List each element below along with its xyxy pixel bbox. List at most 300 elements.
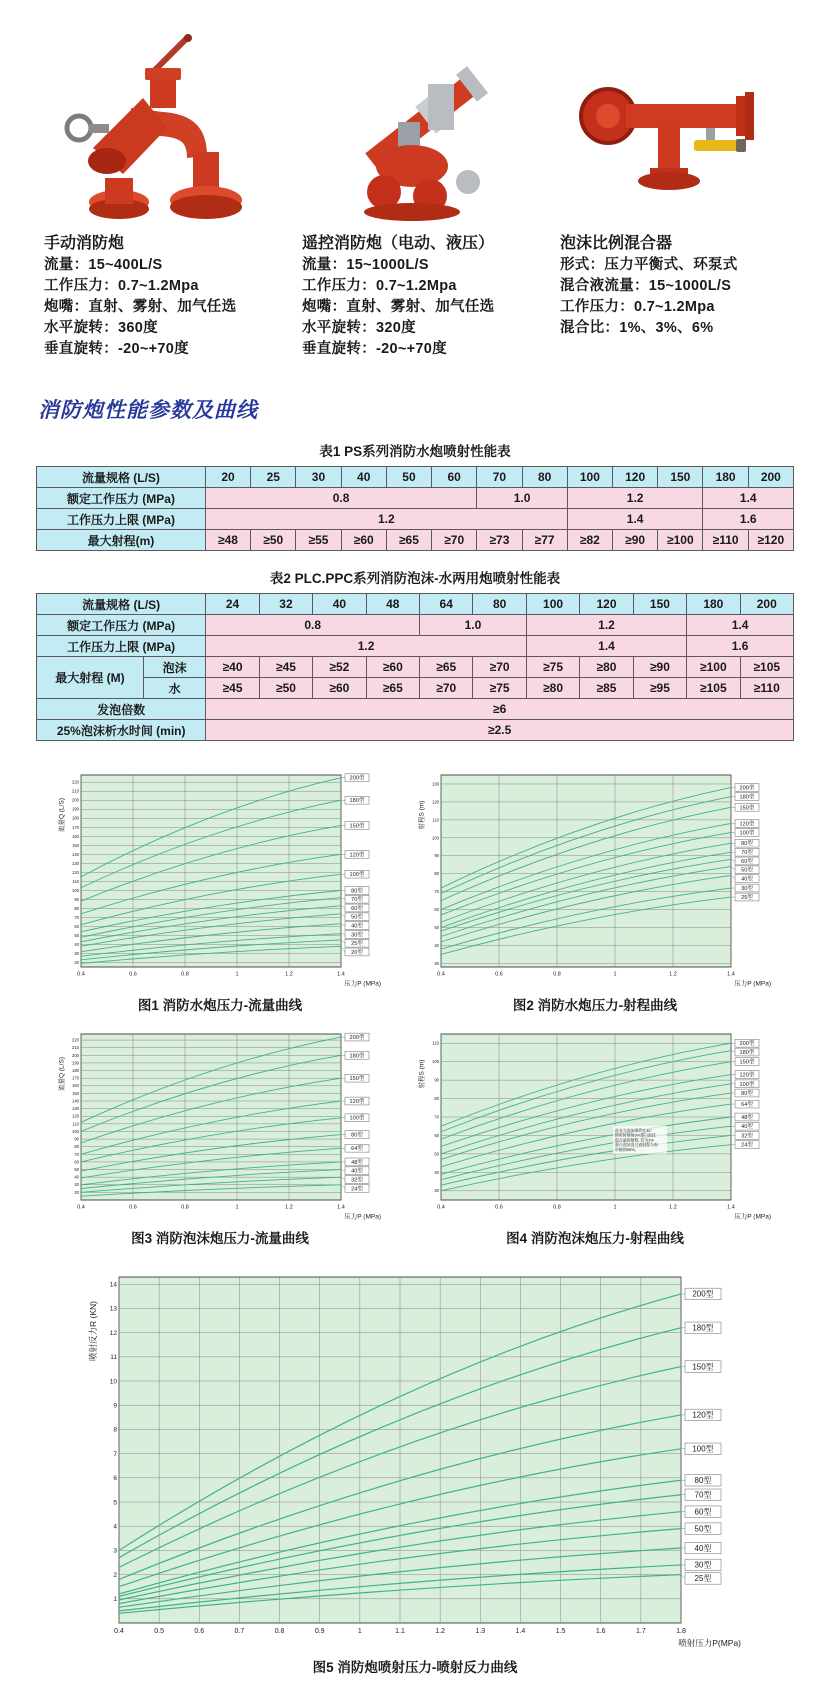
product-specs	[302, 255, 536, 360]
svg-text:100: 100	[432, 1059, 439, 1065]
svg-text:6: 6	[113, 1475, 117, 1483]
table-cell: 25	[251, 467, 296, 488]
svg-text:30: 30	[74, 950, 79, 956]
svg-text:1.2: 1.2	[285, 1204, 293, 1211]
svg-text:180型: 180型	[739, 1049, 755, 1056]
table-cell: ≥105	[740, 657, 793, 678]
svg-text:50型: 50型	[351, 914, 363, 921]
table-cell: ≥90	[633, 657, 686, 678]
svg-text:中值的88%。: 中值的88%。	[615, 1146, 639, 1152]
svg-text:48型: 48型	[351, 1159, 363, 1166]
svg-text:150型: 150型	[739, 1059, 755, 1066]
svg-text:13: 13	[109, 1305, 117, 1313]
figure-2	[415, 767, 775, 1014]
svg-text:混合液的射程, 若为3%: 混合液的射程, 若为3%	[615, 1137, 654, 1143]
product-spec-line: 水平旋转：360度	[44, 320, 158, 336]
table-cell: 150	[633, 594, 686, 615]
svg-text:150: 150	[72, 842, 79, 848]
table-cell: ≥50	[259, 678, 312, 699]
svg-text:喷射压力P(MPa): 喷射压力P(MPa)	[678, 1638, 741, 1648]
svg-text:1.2: 1.2	[669, 971, 677, 978]
table-cell: ≥2.5	[206, 720, 794, 741]
svg-text:50: 50	[74, 1167, 79, 1173]
svg-text:100型: 100型	[349, 872, 365, 879]
table-cell: ≥105	[687, 678, 740, 699]
row-label-max-range: 最大射程(m)	[37, 530, 206, 551]
svg-text:60: 60	[434, 1132, 439, 1138]
svg-text:150: 150	[72, 1090, 79, 1096]
table1-title: 表1 PS系列消防水炮喷射性能表	[319, 444, 511, 459]
svg-text:10: 10	[109, 1378, 117, 1386]
svg-text:40型: 40型	[741, 876, 753, 883]
table-cell: ≥60	[341, 530, 386, 551]
table-cell: 100	[526, 594, 579, 615]
table-cell: 180	[687, 594, 740, 615]
svg-text:90: 90	[74, 896, 79, 902]
svg-text:60: 60	[74, 1159, 79, 1165]
svg-text:70: 70	[434, 1114, 439, 1120]
table-cell: ≥95	[633, 678, 686, 699]
table-cell: 48	[366, 594, 419, 615]
pressure-flow-foam-chart	[55, 1026, 385, 1224]
table-cell: 24	[206, 594, 259, 615]
charts-row-2	[36, 1026, 794, 1247]
table-cell: 1.2	[206, 636, 527, 657]
svg-text:80型: 80型	[351, 888, 363, 895]
svg-text:25型: 25型	[351, 941, 363, 948]
svg-text:200型: 200型	[349, 1035, 365, 1042]
svg-text:130: 130	[72, 1106, 79, 1112]
svg-text:1.8: 1.8	[676, 1628, 686, 1635]
svg-text:20: 20	[74, 1189, 79, 1195]
figure-2-caption: 图2 消防水炮压力-射程曲线	[512, 998, 678, 1013]
svg-text:0.9: 0.9	[314, 1628, 325, 1635]
svg-text:160: 160	[72, 1083, 79, 1089]
table-cell: 70	[477, 467, 522, 488]
product-specs	[44, 255, 278, 360]
product-spec-line: 流量：15~400L/S	[44, 257, 163, 273]
svg-text:40: 40	[434, 1169, 439, 1175]
table-cell: 0.8	[205, 488, 476, 509]
row-label-expansion-ratio: 发泡倍数	[37, 699, 206, 720]
svg-text:蛋白泡沫混合液射程为表: 蛋白泡沫混合液射程为表	[615, 1142, 658, 1148]
svg-text:1.6: 1.6	[595, 1628, 606, 1635]
svg-text:8: 8	[113, 1426, 117, 1434]
svg-text:1.4: 1.4	[727, 1204, 735, 1211]
svg-text:70: 70	[434, 889, 439, 895]
table-cell: 40	[313, 594, 366, 615]
svg-text:90: 90	[434, 853, 439, 859]
svg-text:220: 220	[72, 1037, 79, 1043]
table-cell: ≥65	[366, 678, 419, 699]
svg-text:0.6: 0.6	[495, 971, 503, 978]
table-cell: ≥65	[386, 530, 431, 551]
svg-text:40: 40	[74, 941, 79, 947]
svg-text:50: 50	[74, 932, 79, 938]
svg-text:120型: 120型	[349, 852, 365, 859]
svg-text:180: 180	[72, 815, 79, 821]
svg-text:80型: 80型	[741, 1090, 753, 1097]
table-cell: 120	[580, 594, 633, 615]
table-cell: 32	[259, 594, 312, 615]
figure-5	[85, 1265, 745, 1676]
table-cell: 120	[613, 467, 658, 488]
svg-text:压力P (MPa): 压力P (MPa)	[734, 980, 771, 988]
svg-text:0.8: 0.8	[274, 1628, 285, 1635]
svg-text:0.4: 0.4	[114, 1628, 124, 1635]
svg-text:200: 200	[72, 1052, 79, 1058]
svg-text:110: 110	[72, 1121, 79, 1127]
product-spec-line: 流量：15~1000L/S	[302, 257, 429, 273]
figure-4-caption: 图4 消防泡沫炮压力-射程曲线	[506, 1231, 684, 1246]
svg-text:50型: 50型	[694, 1524, 712, 1534]
svg-text:100: 100	[72, 1128, 79, 1134]
svg-text:1.5: 1.5	[555, 1628, 566, 1635]
svg-text:70型: 70型	[351, 897, 363, 904]
svg-text:1.4: 1.4	[727, 971, 735, 978]
svg-text:50: 50	[434, 1151, 439, 1157]
svg-text:160: 160	[72, 833, 79, 839]
table-cell: 80	[522, 467, 567, 488]
table-cell: ≥40	[206, 657, 259, 678]
svg-text:100: 100	[72, 887, 79, 893]
table-cell: 0.8	[206, 615, 420, 636]
table-cell: ≥82	[567, 530, 612, 551]
svg-text:100型: 100型	[349, 1115, 365, 1122]
product-spec-line: 工作压力：0.7~1.2Mpa	[302, 278, 457, 294]
sub-label-foam: 泡沫	[143, 657, 205, 678]
svg-text:5: 5	[113, 1499, 117, 1507]
figure-3	[55, 1026, 385, 1247]
svg-text:140: 140	[72, 851, 79, 857]
svg-text:0.6: 0.6	[129, 1204, 137, 1211]
svg-text:0.4: 0.4	[437, 971, 445, 978]
svg-text:80型: 80型	[351, 1132, 363, 1139]
table-cell: ≥70	[420, 678, 473, 699]
svg-text:120: 120	[72, 869, 79, 875]
product-card-remote-monitor	[294, 24, 536, 360]
table-cell: 1.4	[526, 636, 686, 657]
table-cell: ≥85	[580, 678, 633, 699]
svg-text:40型: 40型	[694, 1543, 712, 1553]
svg-text:射程S (m): 射程S (m)	[418, 1059, 426, 1089]
table-cell: 80	[473, 594, 526, 615]
products-section	[36, 24, 794, 360]
svg-text:30型: 30型	[741, 886, 753, 893]
svg-text:190: 190	[72, 806, 79, 812]
foam-proportioner-illustration	[568, 50, 778, 222]
svg-text:40: 40	[74, 1174, 79, 1180]
svg-text:4: 4	[113, 1523, 117, 1531]
svg-text:此表为泡沫喷管在30°: 此表为泡沫喷管在30°	[615, 1127, 653, 1133]
product-spec-line: 炮嘴：直射、雾射、加气任选	[44, 299, 237, 315]
table-cell: ≥100	[687, 657, 740, 678]
svg-text:1.4: 1.4	[337, 971, 345, 978]
svg-text:3: 3	[113, 1547, 117, 1555]
table-cell: 20	[205, 467, 250, 488]
product-spec-line: 形式：压力平衡式、环泵式	[560, 257, 738, 273]
row-label-drain-time: 25%泡沫析水时间 (min)	[37, 720, 206, 741]
product-spec-line: 炮嘴：直射、雾射、加气任选	[302, 299, 495, 315]
svg-text:0.8: 0.8	[181, 971, 189, 978]
svg-text:140: 140	[72, 1098, 79, 1104]
product-spec-line: 工作压力：0.7~1.2Mpa	[560, 299, 715, 315]
svg-text:150型: 150型	[349, 1076, 365, 1083]
product-spec-line: 混合液流量：15~1000L/S	[560, 278, 732, 294]
svg-text:1: 1	[235, 971, 239, 978]
svg-text:0.5: 0.5	[154, 1628, 165, 1635]
svg-text:0.6: 0.6	[194, 1628, 205, 1635]
svg-text:20: 20	[74, 959, 79, 965]
svg-text:80: 80	[74, 905, 79, 911]
svg-text:32型: 32型	[741, 1133, 753, 1140]
svg-text:64型: 64型	[741, 1102, 753, 1109]
product-spec-line: 工作压力：0.7~1.2Mpa	[44, 278, 199, 294]
manual-fire-monitor-photo	[36, 24, 278, 222]
svg-text:130: 130	[72, 860, 79, 866]
svg-text:110: 110	[72, 878, 79, 884]
svg-text:120型: 120型	[349, 1098, 365, 1105]
svg-text:100型: 100型	[739, 1081, 755, 1088]
svg-text:9: 9	[113, 1402, 117, 1410]
svg-text:120型: 120型	[692, 1410, 714, 1420]
table-cell: ≥120	[748, 530, 793, 551]
svg-text:64型: 64型	[351, 1146, 363, 1153]
svg-text:1: 1	[235, 1204, 239, 1211]
figure-4	[415, 1026, 775, 1247]
table-cell: ≥50	[251, 530, 296, 551]
table2-title: 表2 PLC.PPC系列消防泡沫-水两用炮喷射性能表	[269, 571, 561, 586]
svg-text:48型: 48型	[741, 1114, 753, 1121]
table-cell: ≥70	[473, 657, 526, 678]
figure-1-caption: 图1 消防水炮压力-流量曲线	[137, 998, 303, 1013]
figure-3-caption: 图3 消防泡沫炮压力-流量曲线	[131, 1231, 309, 1246]
product-name: 遥控消防炮（电动、液压）	[302, 235, 495, 252]
table-cell: ≥55	[296, 530, 341, 551]
row-label-pressure-limit: 工作压力上限 (MPa)	[37, 509, 206, 530]
section-title: 消防炮性能参数及曲线	[38, 399, 258, 422]
table-cell: 150	[658, 467, 703, 488]
svg-text:24型: 24型	[351, 1186, 363, 1193]
svg-text:50: 50	[434, 924, 439, 930]
svg-text:180: 180	[72, 1068, 79, 1074]
svg-text:100型: 100型	[739, 830, 755, 837]
product-spec-line: 垂直旋转：-20~+70度	[44, 341, 189, 357]
svg-text:0.4: 0.4	[437, 1204, 445, 1211]
svg-text:30: 30	[434, 1188, 439, 1194]
table-cell: ≥80	[580, 657, 633, 678]
svg-text:60型: 60型	[351, 905, 363, 912]
product-card-manual-monitor	[36, 24, 278, 360]
table-cell: ≥65	[420, 657, 473, 678]
svg-text:1.4: 1.4	[337, 1204, 345, 1211]
svg-text:32型: 32型	[351, 1177, 363, 1184]
jet-pressure-reaction-chart	[85, 1265, 745, 1653]
svg-text:110: 110	[432, 1040, 439, 1046]
table1-ps-series-performance	[36, 466, 794, 551]
svg-text:30型: 30型	[694, 1560, 712, 1570]
table-cell: ≥52	[313, 657, 366, 678]
svg-text:流量Q (L/S): 流量Q (L/S)	[58, 798, 66, 832]
svg-text:200: 200	[72, 797, 79, 803]
svg-text:150型: 150型	[739, 805, 755, 812]
svg-text:190: 190	[72, 1060, 79, 1066]
svg-text:90: 90	[434, 1077, 439, 1083]
svg-text:射程S (m): 射程S (m)	[418, 800, 426, 830]
svg-text:120: 120	[432, 799, 439, 805]
table-cell: ≥6	[206, 699, 794, 720]
svg-text:压力P (MPa): 压力P (MPa)	[344, 1213, 381, 1221]
svg-text:180型: 180型	[739, 794, 755, 801]
svg-text:200型: 200型	[739, 785, 755, 792]
svg-text:2: 2	[113, 1571, 117, 1579]
svg-text:1: 1	[613, 971, 617, 978]
svg-text:0.4: 0.4	[77, 971, 85, 978]
table-cell: ≥80	[526, 678, 579, 699]
svg-text:7: 7	[113, 1450, 117, 1458]
product-spec-line: 混合比：1%、3%、6%	[560, 320, 714, 336]
svg-text:70: 70	[74, 914, 79, 920]
table-cell: ≥60	[313, 678, 366, 699]
svg-text:80型: 80型	[694, 1476, 712, 1486]
row-label-pressure-limit: 工作压力上限 (MPa)	[37, 636, 206, 657]
table-cell: 1.4	[567, 509, 703, 530]
table-cell: 180	[703, 467, 748, 488]
charts-row-1	[36, 767, 794, 1014]
table-cell: 60	[432, 467, 477, 488]
svg-text:压力P (MPa): 压力P (MPa)	[734, 1213, 771, 1221]
product-card-foam-proportioner	[552, 24, 794, 360]
svg-text:40: 40	[434, 942, 439, 948]
svg-text:70: 70	[74, 1151, 79, 1157]
svg-text:200型: 200型	[739, 1041, 755, 1048]
svg-text:25型: 25型	[694, 1574, 712, 1584]
svg-text:1.1: 1.1	[395, 1628, 405, 1635]
svg-text:仰角时喷射6%蛋白泡沫: 仰角时喷射6%蛋白泡沫	[615, 1132, 656, 1138]
svg-text:50型: 50型	[741, 867, 753, 874]
table-cell: ≥75	[526, 657, 579, 678]
table-cell: 1.0	[477, 488, 567, 509]
table-cell: ≥90	[613, 530, 658, 551]
svg-text:0.6: 0.6	[129, 971, 137, 978]
table-cell: 40	[341, 467, 386, 488]
figure-1	[55, 767, 385, 1014]
svg-text:110: 110	[432, 817, 439, 823]
svg-text:0.8: 0.8	[553, 1204, 561, 1211]
svg-text:40型: 40型	[351, 923, 363, 930]
svg-text:130: 130	[432, 781, 439, 787]
svg-text:210: 210	[72, 788, 79, 794]
svg-text:80: 80	[434, 1096, 439, 1102]
svg-text:11: 11	[110, 1354, 117, 1362]
svg-text:14: 14	[109, 1281, 117, 1289]
svg-text:0.7: 0.7	[234, 1628, 245, 1635]
table-cell: 30	[296, 467, 341, 488]
pressure-flow-water-chart	[55, 767, 385, 991]
table-cell: ≥60	[366, 657, 419, 678]
product-spec-line: 垂直旋转：-20~+70度	[302, 341, 447, 357]
svg-text:1: 1	[613, 1204, 617, 1211]
product-spec-line: 水平旋转：320度	[302, 320, 416, 336]
table-cell: 200	[740, 594, 793, 615]
svg-text:180型: 180型	[349, 1053, 365, 1060]
svg-text:1.7: 1.7	[635, 1628, 646, 1635]
svg-text:90: 90	[74, 1136, 79, 1142]
svg-text:1: 1	[113, 1596, 117, 1604]
table-cell: 200	[748, 467, 793, 488]
svg-text:80: 80	[74, 1144, 79, 1150]
svg-text:1: 1	[357, 1628, 362, 1635]
row-label-flow: 流量规格 (L/S)	[37, 467, 206, 488]
row-label-flow: 流量规格 (L/S)	[37, 594, 206, 615]
sub-label-water: 水	[143, 678, 205, 699]
svg-text:180型: 180型	[349, 798, 365, 805]
svg-text:0.4: 0.4	[77, 1204, 85, 1211]
table-cell: ≥73	[477, 530, 522, 551]
table-cell: 64	[420, 594, 473, 615]
table-cell: ≥70	[432, 530, 477, 551]
svg-text:1.3: 1.3	[475, 1628, 486, 1635]
table-cell: ≥77	[522, 530, 567, 551]
svg-text:60型: 60型	[741, 858, 753, 865]
svg-text:80: 80	[434, 871, 439, 877]
table-cell: 1.0	[420, 615, 527, 636]
svg-text:210: 210	[72, 1045, 79, 1051]
svg-text:220: 220	[72, 779, 79, 785]
svg-text:25型: 25型	[741, 894, 753, 901]
svg-text:0.8: 0.8	[553, 971, 561, 978]
foam-proportioner-photo	[552, 24, 794, 222]
svg-text:30: 30	[434, 960, 439, 966]
svg-text:60: 60	[434, 907, 439, 913]
table-cell: ≥110	[703, 530, 748, 551]
table-cell: 1.4	[687, 615, 794, 636]
pressure-range-foam-chart	[415, 1026, 775, 1224]
row-label-rated-pressure: 额定工作压力 (MPa)	[37, 615, 206, 636]
svg-text:12: 12	[109, 1329, 117, 1337]
svg-text:喷射反力R (KN): 喷射反力R (KN)	[88, 1301, 98, 1361]
product-name: 手动消防炮	[44, 235, 125, 252]
table-cell: 1.2	[205, 509, 567, 530]
svg-text:70型: 70型	[694, 1490, 712, 1500]
svg-text:0.8: 0.8	[181, 1204, 189, 1211]
table-cell: ≥100	[658, 530, 703, 551]
table-cell: ≥45	[206, 678, 259, 699]
svg-text:1.2: 1.2	[435, 1628, 446, 1635]
svg-text:20型: 20型	[351, 949, 363, 956]
svg-text:180型: 180型	[692, 1323, 714, 1333]
svg-text:200型: 200型	[349, 775, 365, 782]
product-specs	[560, 255, 794, 339]
svg-text:1.2: 1.2	[285, 971, 293, 978]
pressure-range-water-chart	[415, 767, 775, 991]
svg-text:120型: 120型	[739, 821, 755, 828]
table-cell: ≥110	[740, 678, 793, 699]
svg-text:30型: 30型	[351, 932, 363, 939]
table2-plc-ppc-series-performance	[36, 593, 794, 741]
svg-text:40型: 40型	[351, 1168, 363, 1175]
table-cell: 1.6	[703, 509, 794, 530]
svg-text:200型: 200型	[692, 1289, 714, 1299]
svg-text:120型: 120型	[739, 1072, 755, 1079]
table-cell: 1.2	[526, 615, 686, 636]
table-cell: 1.2	[567, 488, 703, 509]
svg-text:30: 30	[74, 1182, 79, 1188]
table-cell: ≥75	[473, 678, 526, 699]
svg-text:24型: 24型	[741, 1142, 753, 1149]
manual-fire-monitor-illustration	[57, 30, 257, 222]
svg-text:100: 100	[432, 835, 439, 841]
